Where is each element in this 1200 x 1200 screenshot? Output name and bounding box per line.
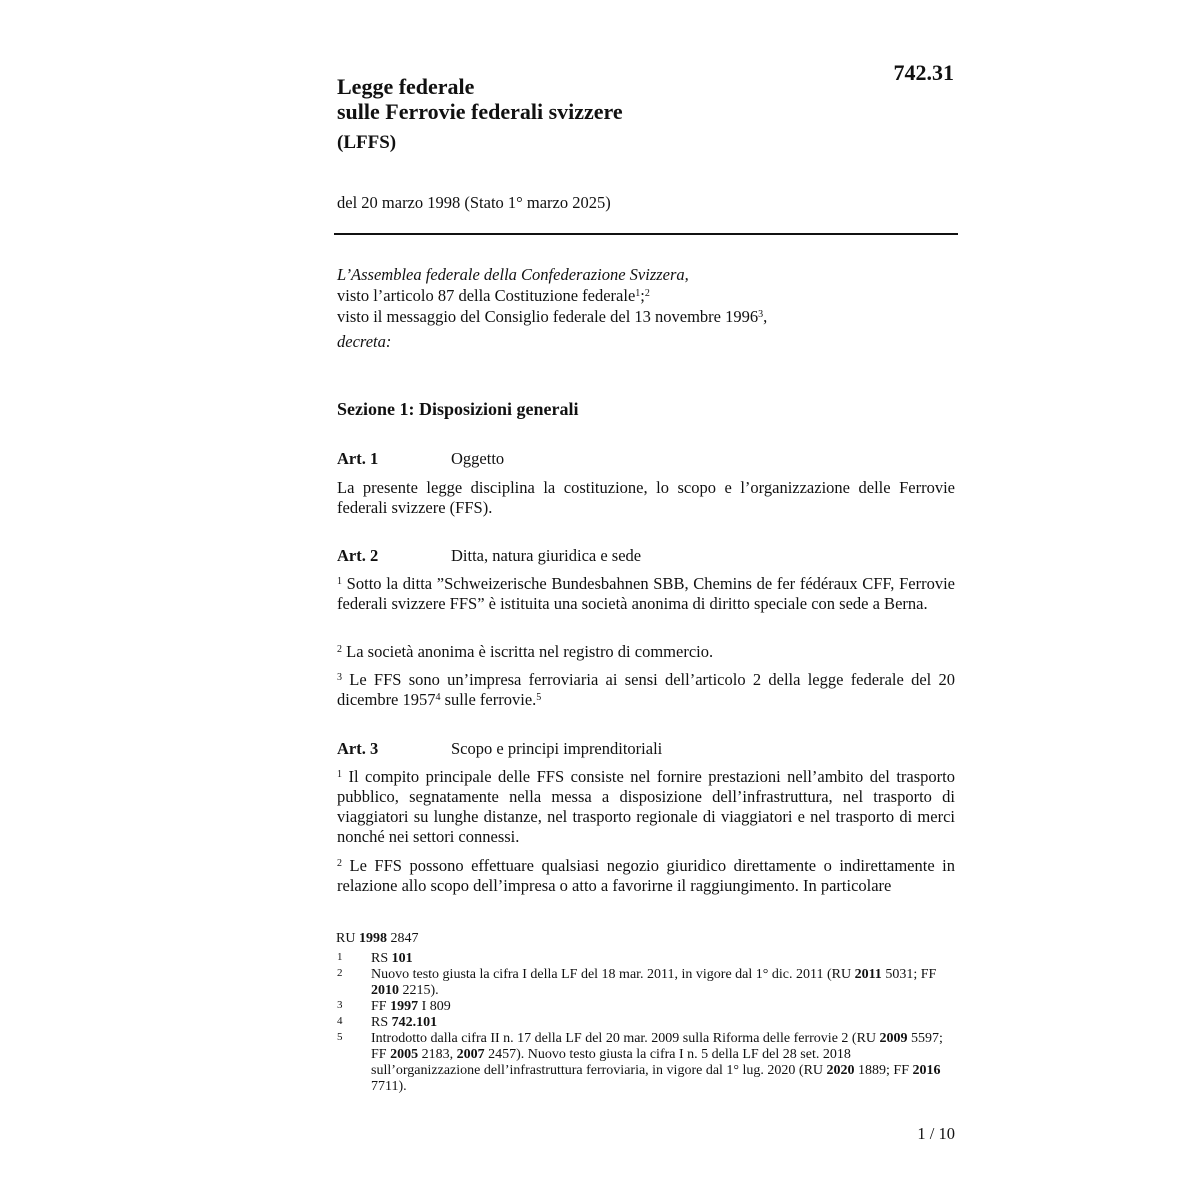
footnote-3 [336,999,956,1015]
footnote-5 [336,1031,956,1095]
article-2-heading [337,546,641,566]
footnote-marker: 5 [337,1031,343,1043]
article-3-number: Art. 3 [337,739,379,758]
footnote-2 [336,967,956,999]
law-date: del 20 marzo 1998 (Stato 1° marzo 2025) [337,193,611,212]
footnote-bold: 2010 [371,983,399,998]
footnote-text: FF [371,999,391,1014]
footnote-text: 2457). Nuovo testo giusta la cifra I n. 5 della LF del 28 set. 2018 sull’organizzazione dell’infrastruttura ferroviaria, in vigore dal 1° lug. 2020 (RU [371,1047,851,1078]
ru-page: 2847 [386,931,419,946]
footnote-ref-4[interactable]: 4 [435,692,441,703]
law-title-line-1: Legge federale [337,74,475,99]
article-3-paragraph-1 [337,767,955,847]
article-3-paragraph-2 [337,856,955,896]
footnote-marker: 1 [337,951,343,963]
footnote-text: RS [371,1015,392,1030]
paragraph-text: La società anonima è iscritta nel registro di commercio. [342,642,714,661]
law-abbreviation: (LFFS) [337,132,397,153]
footnote-marker: 3 [337,999,343,1011]
footnote-marker: 4 [337,1015,343,1027]
article-2-paragraph-2 [337,642,955,662]
law-title [337,74,623,155]
article-2-number: Art. 2 [337,546,379,565]
ru-prefix: RU [336,931,359,946]
preamble-visto-message [337,306,767,327]
visto-message-end: , [763,307,768,326]
footnote-ref-5[interactable]: 5 [536,692,542,703]
footnote-ref-1[interactable]: 1 [635,288,641,299]
footnote-bold: 2020 [826,1063,855,1078]
preamble-decreta: decreta: [337,332,392,351]
paragraph-text: Le FFS sono un’impresa ferroviaria ai sensi dell’articolo 2 della legge federale del 20 dicembre 1957 [337,670,955,709]
article-1-text: La presente legge disciplina la costituzione, lo scopo e l’organizzazione delle Ferrovie federali svizzere (FFS). [337,478,955,517]
footnote-marker: 2 [337,967,343,979]
visto-constitution-text: visto l’articolo 87 della Costituzione federale [337,286,636,305]
footnote-1 [336,951,956,967]
article-2-paragraph-1 [337,574,955,614]
footnote-bold: 742.101 [391,1015,438,1030]
footnote-bold: 2011 [854,967,882,982]
law-title-line-2: sulle Ferrovie federali svizzere [337,99,623,124]
paragraph-text: Le FFS possono effettuare qualsiasi negozio giuridico direttamente o indirettamente in relazione allo scopo dell’impresa o atto a favorirne il raggiungimento. In particolare [337,856,955,895]
footnote-ref-2[interactable]: 2 [644,288,650,299]
footnote-bold: 1997 [390,999,419,1014]
footnote-bold: 2005 [390,1047,419,1062]
footnote-text: 2183, [418,1047,457,1062]
ru-year: 1998 [358,931,387,946]
article-3-title: Scopo e principi imprenditoriali [451,739,663,758]
page-number: 1 / 10 [917,1124,955,1143]
paragraph-text: Il compito principale delle FFS consiste nel fornire prestazioni nell’ambito del trasporto pubblico, segnatamente nella messa a disposizione dell’infrastruttura, nel trasporto di viaggiatori su lunghe distanze, nel trasporto regionale di viaggiatori e nel trasporto di merci nonché nei settori connessi. [337,767,955,846]
footnote-text: Nuovo testo giusta la cifra I della LF del 18 mar. 2011, in vigore dal 1° dic. 2011 (RU [371,967,855,982]
article-1-title: Oggetto [451,449,505,468]
footnote-bold: 101 [391,951,413,966]
paragraph-text: Sotto la ditta ”Schweizerische Bundesbahnen SBB, Chemins de fer fédéraux CFF, Ferrovie federali svizzere FFS” è istituita una società anonima di diritto speciale con sede a Berna. [337,574,955,613]
paragraph-marker: 3 [337,672,342,683]
footnote-4 [336,1015,956,1031]
header-divider [334,233,958,235]
footnote-text: 2215). [399,983,439,998]
footnote-ref-3[interactable]: 3 [758,309,764,320]
paragraph-marker: 2 [337,858,342,869]
footnote-bold: 2009 [879,1031,908,1046]
footnote-text: 5597; FF [371,1031,943,1062]
paragraph-marker: 1 [337,769,342,780]
article-2-paragraph-3 [337,670,955,710]
document-number: 742.31 [893,60,954,85]
paragraph-marker: 2 [337,644,342,655]
article-3-heading [337,739,662,759]
footnote-text: 5031; FF [881,967,937,982]
visto-separator: ; [640,286,645,305]
ru-reference [336,931,956,947]
article-1-number: Art. 1 [337,449,379,468]
preamble [337,264,767,352]
preamble-assembly: L’Assemblea federale della Confederazione Svizzera, [337,265,689,284]
footnote-text: 1889; FF [854,1063,913,1078]
article-1-heading [337,449,504,469]
footnote-bold: 2007 [456,1047,485,1062]
footnotes [336,931,956,1095]
footnote-text: I 809 [418,999,451,1014]
footnote-text: Introdotto dalla cifra II n. 17 della LF del 20 mar. 2009 sulla Riforma delle ferrovie 2 (RU [371,1031,880,1046]
paragraph-marker: 1 [337,576,342,587]
section-1-title: Sezione 1: Disposizioni generali [337,399,579,419]
footnote-text: RS [371,951,392,966]
visto-message-text: visto il messaggio del Consiglio federale del 13 novembre 1996 [337,307,759,326]
footnote-bold: 2016 [912,1063,941,1078]
footnote-text: 7711). [371,1079,407,1094]
article-2-title: Ditta, natura giuridica e sede [451,546,642,565]
paragraph-text-end: sulle ferrovie. [440,690,537,709]
preamble-visto-constitution [337,285,767,306]
